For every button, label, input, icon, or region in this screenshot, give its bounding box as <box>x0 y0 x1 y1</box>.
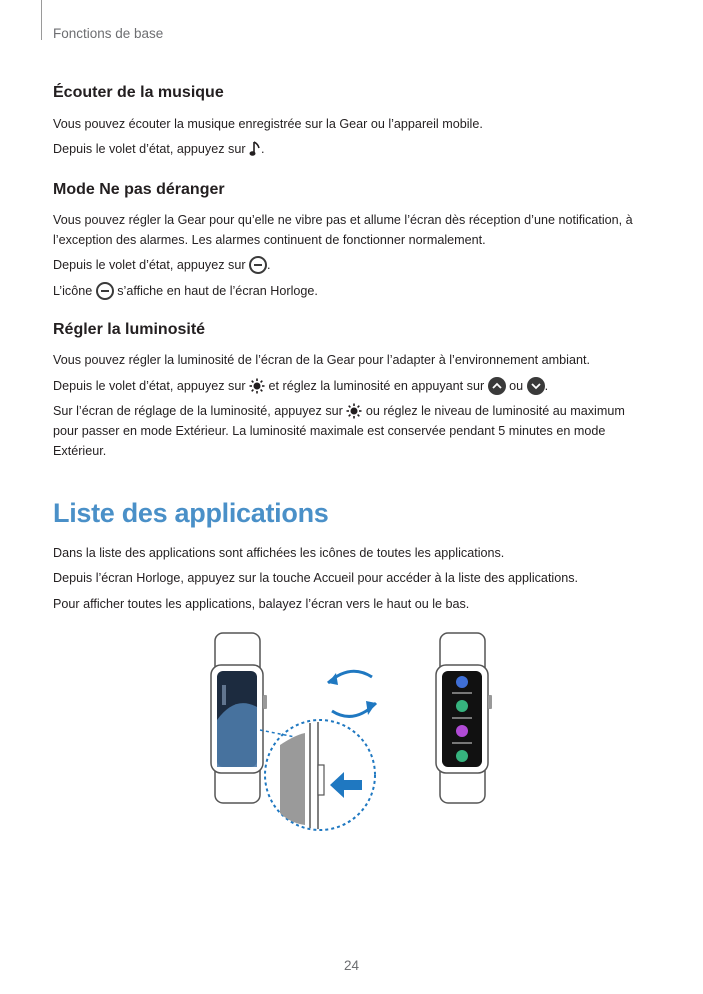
brightness-p2-or: ou <box>509 379 524 393</box>
brightness-outdoor-icon <box>346 403 362 419</box>
music-paragraph-2 <box>53 139 265 159</box>
dnd-paragraph-3 <box>53 281 318 301</box>
dnd-paragraph-1: Vous pouvez régler la Gear pour qu’elle ne vibre pas et allume l’écran dès réception d’une notification, à l’exception des alarmes. Les alarmes continuent de fonctionner normalement. <box>53 213 633 247</box>
do-not-disturb-icon <box>249 256 267 274</box>
header-rule <box>41 0 42 40</box>
music-heading: Écouter de la musique <box>53 84 224 101</box>
dnd-heading: Mode Ne pas déranger <box>53 181 225 198</box>
do-not-disturb-status-icon <box>96 282 114 300</box>
brightness-paragraph-3 <box>53 401 653 461</box>
home-key-zoom <box>260 720 375 830</box>
apps-paragraph-2: Depuis l’écran Horloge, appuyez sur la touche Accueil pour accéder à la liste des applications. <box>53 571 579 585</box>
watch-clock-screen <box>211 633 267 803</box>
apps-heading: Liste des applications <box>53 498 329 528</box>
dnd-p2-text: Depuis le volet d’état, appuyez sur <box>53 258 246 272</box>
music-paragraph-1: Vous pouvez écouter la musique enregistrée sur la Gear ou l’appareil mobile. <box>53 117 483 131</box>
section-header: Fonctions de base <box>53 26 164 41</box>
brightness-p2-end: . <box>544 379 549 393</box>
dnd-p3-text-b: s’affiche en haut de l’écran Horloge. <box>117 284 318 298</box>
brightness-p3-text-a: Sur l’écran de réglage de la luminosité, appuyez sur <box>53 404 343 418</box>
brightness-paragraph-1: Vous pouvez régler la luminosité de l’écran de la Gear pour l’adapter à l’environnement ambiant. <box>53 353 590 367</box>
dnd-paragraph-2 <box>53 255 271 275</box>
app-list-illustration <box>200 625 520 835</box>
page-number: 24 <box>343 958 360 973</box>
brightness-icon <box>249 378 265 394</box>
brightness-p2-text-a: Depuis le volet d’état, appuyez sur <box>53 379 246 393</box>
music-p2-end: . <box>261 142 265 156</box>
brightness-p3-text-b: ou réglez le niveau de luminosité au maximum pour passer en mode Extérieur. La luminosité maximale est conservée pendant 5 minutes en mode Extérieur. <box>53 404 625 458</box>
chevron-up-icon <box>488 377 506 395</box>
swipe-arrows-icon <box>328 671 376 716</box>
brightness-p2-text-b: et réglez la luminosité en appuyant sur <box>268 379 485 393</box>
chevron-down-icon <box>527 377 545 395</box>
music-p2-text: Depuis le volet d’état, appuyez sur <box>53 142 246 156</box>
apps-paragraph-1: Dans la liste des applications sont affichées les icônes de toutes les applications. <box>53 546 505 560</box>
brightness-paragraph-2 <box>53 376 548 396</box>
dnd-p3-text-a: L’icône <box>53 284 93 298</box>
music-note-icon <box>249 140 261 158</box>
brightness-heading: Régler la luminosité <box>53 321 206 338</box>
dnd-p2-end: . <box>267 258 271 272</box>
apps-paragraph-3: Pour afficher toutes les applications, balayez l’écran vers le haut ou le bas. <box>53 597 470 611</box>
watch-apps-screen <box>436 633 492 803</box>
